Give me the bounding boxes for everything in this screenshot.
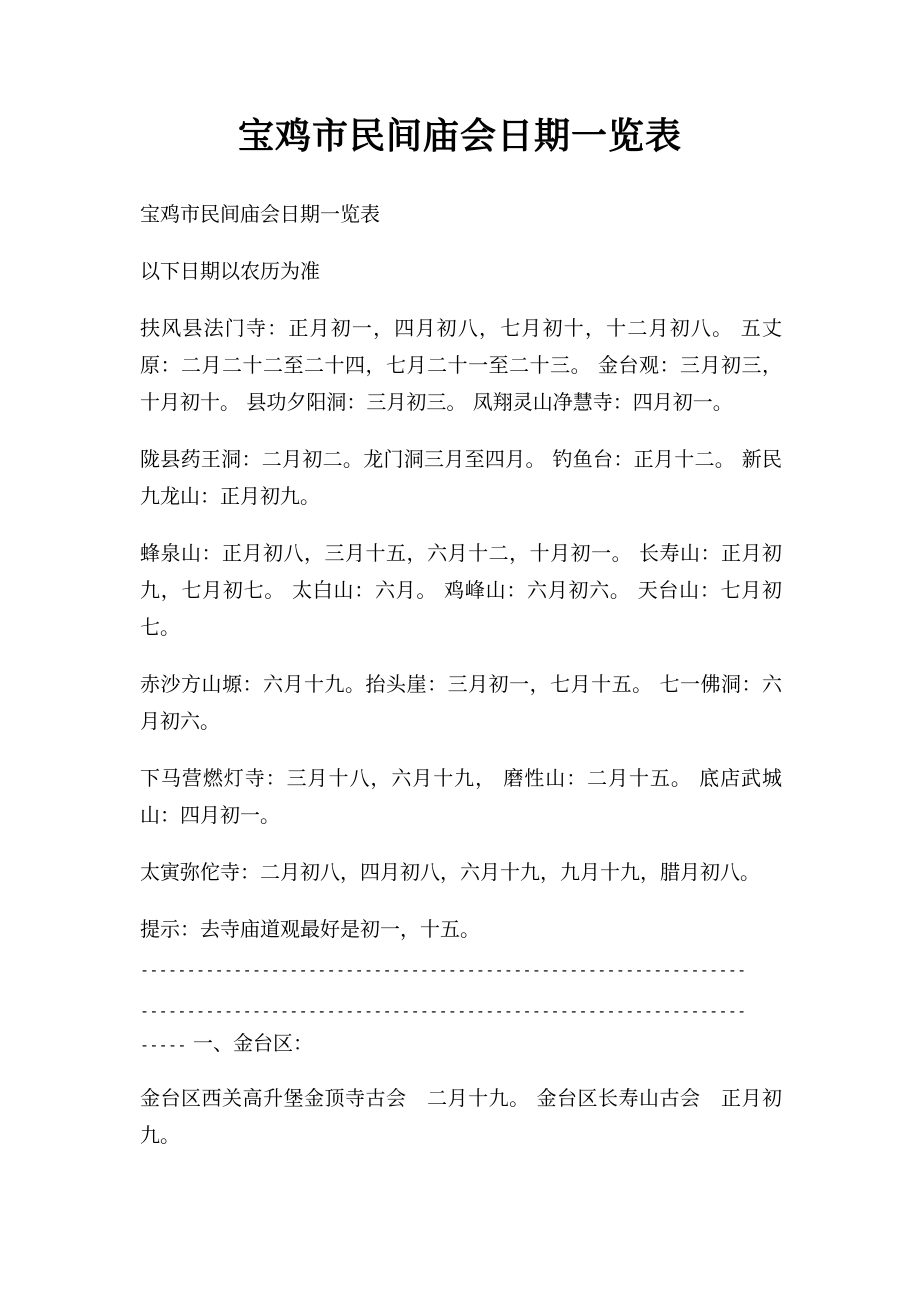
paragraph-fengquan: 蜂泉山：正月初八，三月十五，六月十二，十月初一。 长寿山：正月初九，七月初七。 太白山：六月。 鸡峰山：六月初六。 天台山：七月初七。 bbox=[140, 541, 782, 639]
document-title: 宝鸡市民间庙会日期一览表 bbox=[237, 115, 682, 157]
paragraph-longxian: 陇县药王洞：二月初二。龙门洞三月至四月。 钓鱼台：正月十二。 新民九龙山：正月初九。 bbox=[140, 447, 782, 508]
paragraph-note: 以下日期以农历为准 bbox=[140, 259, 320, 283]
paragraph-taiyin: 太寅弥佗寺：二月初八，四月初八，六月十九，九月十九，腊月初八。 bbox=[140, 860, 760, 884]
document-body bbox=[140, 196, 782, 1174]
section-dashes: ----- bbox=[140, 1036, 187, 1054]
paragraph-fufeng: 扶风县法门寺：正月初一，四月初八，七月初十，十二月初八。 五丈原：二月二十二至二十四，七月二十一至二十三。 金台观：三月初三，十月初十。 县功夕阳洞：三月初三。 凤翔灵山净慧寺：四月初一。 bbox=[140, 316, 782, 414]
section-heading bbox=[140, 1025, 782, 1064]
separator-line: ----------------------------------------------------------------- bbox=[140, 961, 747, 979]
paragraph-tip: 提示：去寺庙道观最好是初一，十五。 bbox=[140, 917, 480, 941]
paragraph-subtitle: 宝鸡市民间庙会日期一览表 bbox=[140, 202, 380, 226]
separator-line: ----------------------------------------------------------------- bbox=[140, 1002, 747, 1020]
paragraph-xiamaying: 下马营燃灯寺：三月十八，六月十九， 磨性山：二月十五。 底店武城山：四月初一。 bbox=[140, 766, 782, 827]
paragraph-chisha: 赤沙方山塬：六月十九。抬头崖：三月初一，七月十五。 七一佛洞：六月初六。 bbox=[140, 672, 782, 733]
section-heading-text: 一、金台区： bbox=[186, 1031, 314, 1055]
paragraph-jintai: 金台区西关高升堡金顶寺古会 二月十九。 金台区长寿山古会 正月初九。 bbox=[140, 1086, 782, 1147]
separator-block bbox=[140, 960, 782, 1021]
